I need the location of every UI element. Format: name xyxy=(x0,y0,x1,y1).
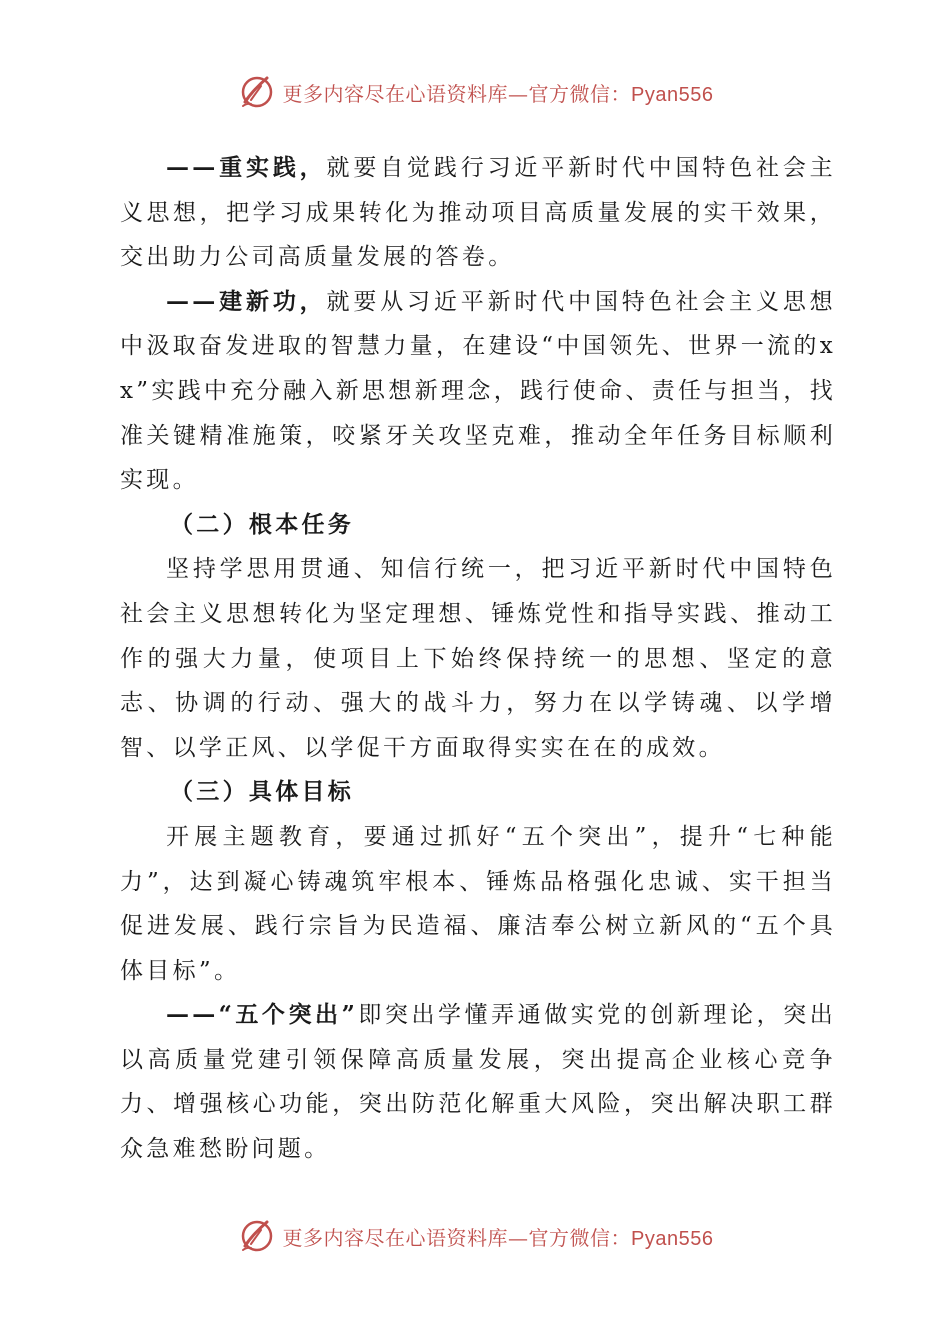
paragraph-text: 开展主题教育，要通过抓好“五个突出”，提升“七种能力”，达到凝心铸魂筑牢根本、锤炼品格强化忠诚、实干担当促进发展、践行宗旨为民造福、廉洁奉公树立新风的“五个具体目标”。 xyxy=(120,823,836,984)
paragraph xyxy=(120,993,836,1171)
banner-handle: Pyan556 xyxy=(631,1227,714,1250)
paragraph xyxy=(120,547,836,770)
header-banner xyxy=(0,70,950,114)
paragraph xyxy=(120,280,836,503)
paragraph-lead: ——重实践， xyxy=(166,154,327,181)
paragraph-lead: ——建新功， xyxy=(166,287,327,315)
footer-banner xyxy=(0,1214,950,1258)
banner-main-text: 更多内容尽在心语资料库—官方微信： xyxy=(282,81,632,106)
paragraph-lead: ——“五个突出” xyxy=(166,1001,359,1029)
pen-logo-icon xyxy=(237,72,277,112)
banner-inner xyxy=(237,1216,714,1256)
paragraph xyxy=(120,146,836,280)
paragraph-text: 就要自觉践行习近平新时代中国特色社会主义思想，把学习成果转化为推动项目高质量发展的实干效果，交出助力公司高质量发展的答卷。 xyxy=(120,155,836,271)
banner-main-text: 更多内容尽在心语资料库—官方微信： xyxy=(282,1225,632,1250)
pen-logo-icon xyxy=(237,1216,277,1256)
paragraph xyxy=(120,815,836,993)
banner-inner xyxy=(237,72,714,112)
banner-text xyxy=(283,78,714,107)
paragraph-text: 坚持学思用贯通、知信行统一，把习近平新时代中国特色社会主义思想转化为坚定理想、锤炼党性和指导实践、推动工作的强大力量，使项目上下始终保持统一的思想、坚定的意志、协调的行动、强大的战斗力，努力在以学铸魂、以学增智、以学正风、以学促干方面取得实实在在的成效。 xyxy=(120,556,836,761)
document-body xyxy=(120,146,836,1172)
paragraph-text: 即突出学懂弄通做实党的创新理论，突出以高质量党建引领保障高质量发展，突出提高企业核心竞争力、增强核心功能，突出防范化解重大风险，突出解决职工群众急难愁盼问题。 xyxy=(120,1002,836,1163)
paragraph-text: 就要从习近平新时代中国特色社会主义思想中汲取奋发进取的智慧力量，在建设“中国领先、世界一流的xx”实践中充分融入新思想新理念，践行使命、责任与担当，找准关键精准施策，咬紧牙关攻坚克难，推动全年任务目标顺利实现。 xyxy=(120,288,836,494)
banner-text xyxy=(283,1222,714,1251)
banner-handle: Pyan556 xyxy=(631,83,714,106)
section-heading: （三）具体目标 xyxy=(170,778,355,806)
section-heading: （二）根本任务 xyxy=(170,510,355,538)
